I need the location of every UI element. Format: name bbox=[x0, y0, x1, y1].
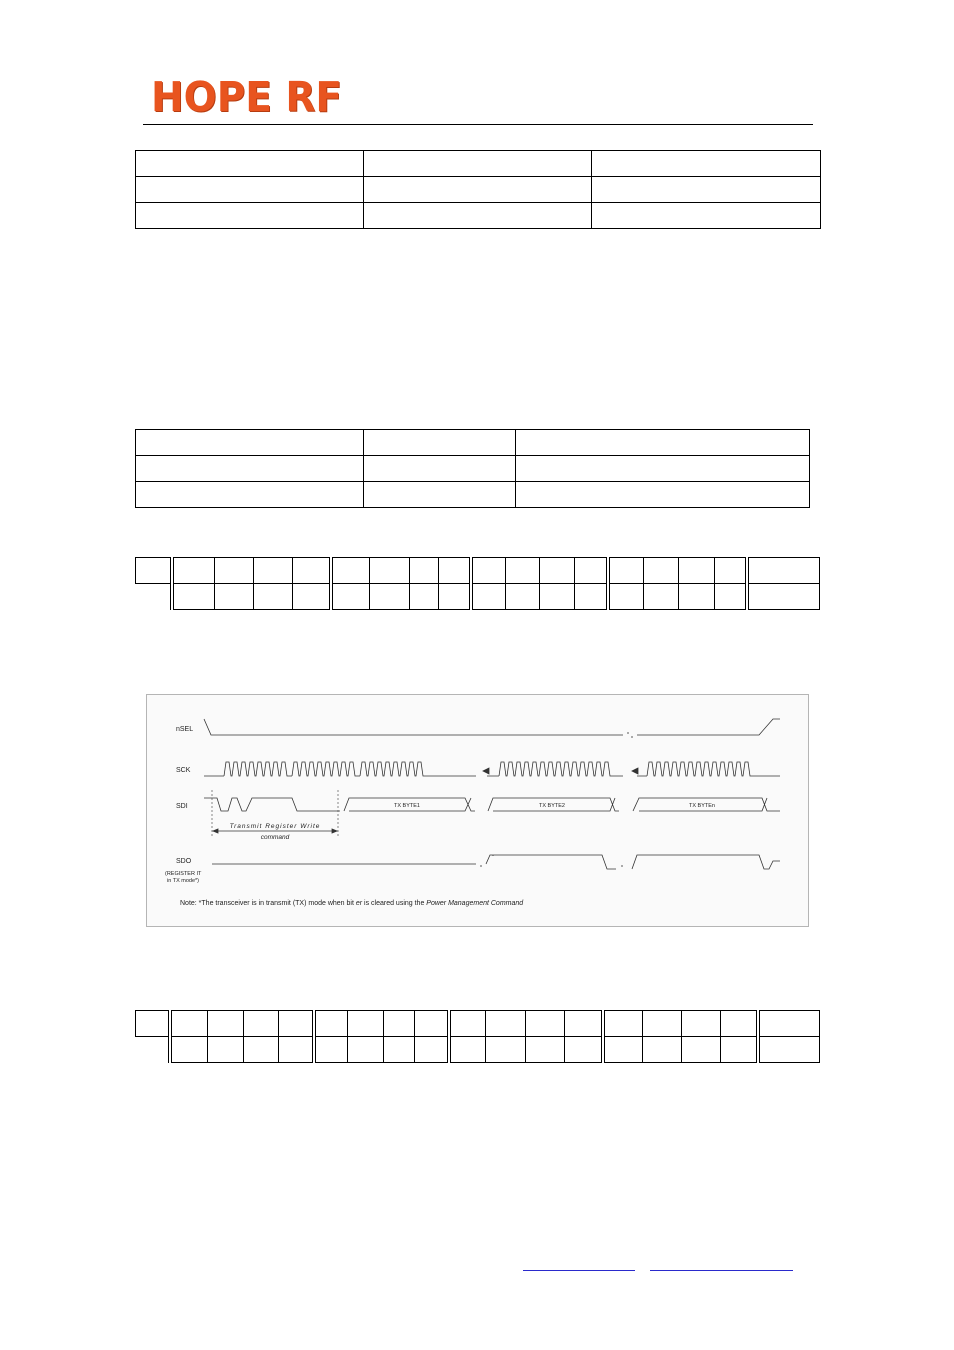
table-row bbox=[136, 584, 820, 610]
command-label-2: command bbox=[260, 834, 290, 841]
sck-label: SCK bbox=[176, 767, 191, 774]
command-label-1: Transmit Register Write bbox=[229, 823, 321, 830]
table-row bbox=[136, 482, 810, 508]
diagram-note: Note: *The transceiver is in transmit (TX) mode when bit er is cleared using the Power Management Command bbox=[180, 900, 524, 907]
table-row bbox=[136, 177, 821, 203]
bit-table-1 bbox=[135, 557, 820, 610]
sdo-waveform bbox=[212, 855, 780, 869]
sdi-byte1-label: TX BYTE1 bbox=[394, 803, 420, 809]
bit-table-2 bbox=[135, 1010, 820, 1063]
sdi-byte2-label: TX BYTE2 bbox=[539, 803, 565, 809]
footer-link-1[interactable] bbox=[523, 1262, 635, 1271]
nsel-waveform bbox=[204, 719, 780, 735]
table-top bbox=[135, 150, 821, 229]
sdo-label: SDO bbox=[176, 858, 192, 865]
table-row bbox=[136, 1011, 820, 1037]
tx-register-write-timing-diagram bbox=[146, 694, 809, 927]
sdi-command-waveform bbox=[204, 798, 340, 811]
table-row bbox=[136, 151, 821, 177]
table-row bbox=[136, 203, 821, 229]
sdo-sublabel-1: (REGISTER IT bbox=[165, 871, 202, 877]
table-row bbox=[136, 456, 810, 482]
table-mid bbox=[135, 429, 810, 508]
hope-rf-logo: HOPE RF bbox=[151, 73, 343, 121]
sdo-sublabel-2: in TX mode*) bbox=[167, 878, 199, 884]
nsel-label: nSEL bbox=[176, 726, 194, 733]
footer-link-2[interactable] bbox=[650, 1262, 793, 1271]
header-rule bbox=[143, 124, 813, 125]
table-row bbox=[136, 430, 810, 456]
table-row bbox=[136, 1037, 820, 1063]
sck-waveform bbox=[204, 762, 780, 776]
sdi-byten-label: TX BYTEn bbox=[689, 803, 715, 809]
sdi-label: SDI bbox=[176, 803, 188, 810]
table-row bbox=[136, 558, 820, 584]
